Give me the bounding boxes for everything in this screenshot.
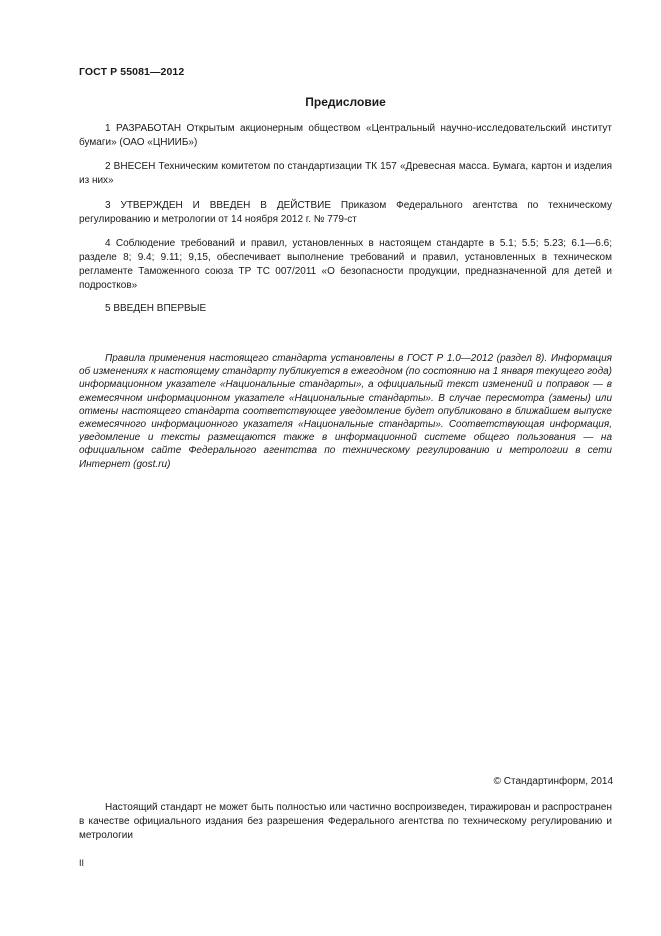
preface-item-developed: 1 РАЗРАБОТАН Открытым акционерным обществом «Центральный научно-исследовательский институт бумаги» (ОАО «ЦНИИБ») xyxy=(79,123,612,148)
page-number: II xyxy=(79,858,85,868)
preface-item-first-introduced: 5 ВВЕДЕН ВПЕРВЫЕ xyxy=(105,303,207,314)
preface-title: Предисловие xyxy=(305,95,386,109)
preface-item-approved: 3 УТВЕРЖДЕН И ВВЕДЕН В ДЕЙСТВИЕ Приказом Федерального агентства по техническому регулированию и метрологии от 14 ноября 2012 г. № 779-ст xyxy=(79,200,612,225)
reproduction-restriction: Настоящий стандарт не может быть полностью или частично воспроизведен, тиражирован и распространен в качестве официального издания без разрешения Федерального агентства по техническому регулированию и метрологии xyxy=(79,802,612,841)
copyright-notice: © Стандартинформ, 2014 xyxy=(493,776,613,787)
preface-item-compliance: 4 Соблюдение требований и правил, установленных в настоящем стандарте в 5.1; 5.5; 5.23; 6.1—6.6; разделе 8; 9.4; 9.11; 9,15, обеспечивает выполнение требований и правил, установленных в техническом регламенте Таможенного союза ТР ТС 007/2011 «О безопасности продукции, предназначенной для детей и подростков» xyxy=(79,238,612,291)
preface-item-introduced: 2 ВНЕСЕН Техническим комитетом по стандартизации ТК 157 «Древесная масса. Бумага, картон и изделия из них» xyxy=(79,161,612,186)
application-rules-notice: Правила применения настоящего стандарта установлены в ГОСТ Р 1.0—2012 (раздел 8). Информация об изменениях к настоящему стандарту публикуется в ежегодном (по состоянию на 1 января текущего года) информационном указателе «Национальные стандарты», а официальный текст изменений и поправок — в ежемесячном информационном указателе «Национальные стандарты». В случае пересмотра (замены) или отмены настоящего стандарта соответствующее уведомление будет опубликовано в ближайшем выпуске ежемесячного информационного указателя «Национальные стандарты». Соответствующая информация, уведомление и тексты размещаются также в информационной системе общего пользования — на официальном сайте Федерального агентства по техническому регулированию и метрологии в сети Интернет (gost.ru) xyxy=(79,353,612,470)
document-code: ГОСТ Р 55081—2012 xyxy=(79,66,185,78)
